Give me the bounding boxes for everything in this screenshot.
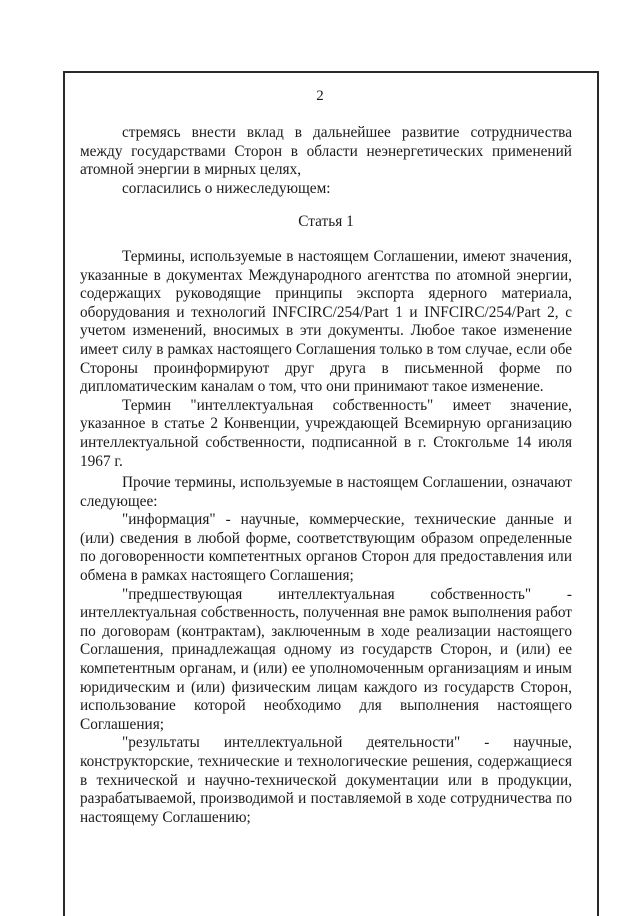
preamble-paragraph: стремясь внести вклад в дальнейшее развитие сотрудничества между государствами Сторон в области неэнергетических применений атомной энергии в мирных целях,: [80, 124, 572, 179]
article-heading: Статья 1: [298, 213, 354, 231]
definition-prior-ip: "предшествующая интеллектуальная собственность" - интеллектуальная собственность, полученная вне рамок выполнения работ по договорам (контрактам), заключенным в ходе реализации настоящего Соглашения, принадлежащая одному из государств Сторон, и (или) ее компетентным органам, и (или) ее уполномоченным организациям и иным юридическим и (или) физическим лицам каждого из государств Сторон, использование которой необходимо для выполнения настоящего Соглашения;: [80, 585, 572, 733]
preamble-agreement-line: согласились о нижеследующем:: [122, 179, 331, 197]
article-paragraph: Термины, используемые в настоящем Соглашении, имеют значения, указанные в документах Международного агентства по атомной энергии, содержащих руководящие принципы экспорта ядерного материала, оборудования и технологий INFCIRC/254/Part 1 и INFCIRC/254/Part 2, с учетом изменений, вносимых в эти документы. Любое такое изменение имеет силу в рамках настоящего Соглашения только в том случае, если обе Стороны проинформируют друг друга в письменной форме по дипломатическим каналам о том, что они принимают такое изменение.: [80, 247, 572, 396]
page-number: 2: [316, 88, 324, 104]
definition-ip-results: "результаты интеллектуальной деятельности" - научные, конструкторские, технические и технологические решения, содержащиеся в технической и научно-технической документации или в продукции, разрабатываемой, производимой и поставляемой в ходе сотрудничества по настоящему Соглашению;: [80, 734, 572, 826]
article-paragraph: Термин "интеллектуальная собственность" имеет значение, указанное в статье 2 Конвенции, учреждающей Всемирную организацию интеллектуальной собственности, подписанной в г. Стокгольме 14 июля 1967 г.: [80, 396, 572, 470]
document-body: [80, 124, 572, 827]
article-paragraph: Прочие термины, используемые в настоящем Соглашении, означают следующее:: [80, 474, 572, 510]
definition-information: "информация" - научные, коммерческие, технические данные и (или) сведения в любой форме, соответствующим образом определенные по договоренности компетентных органов Сторон для предоставления или обмена в рамках настоящего Соглашения;: [80, 511, 572, 585]
